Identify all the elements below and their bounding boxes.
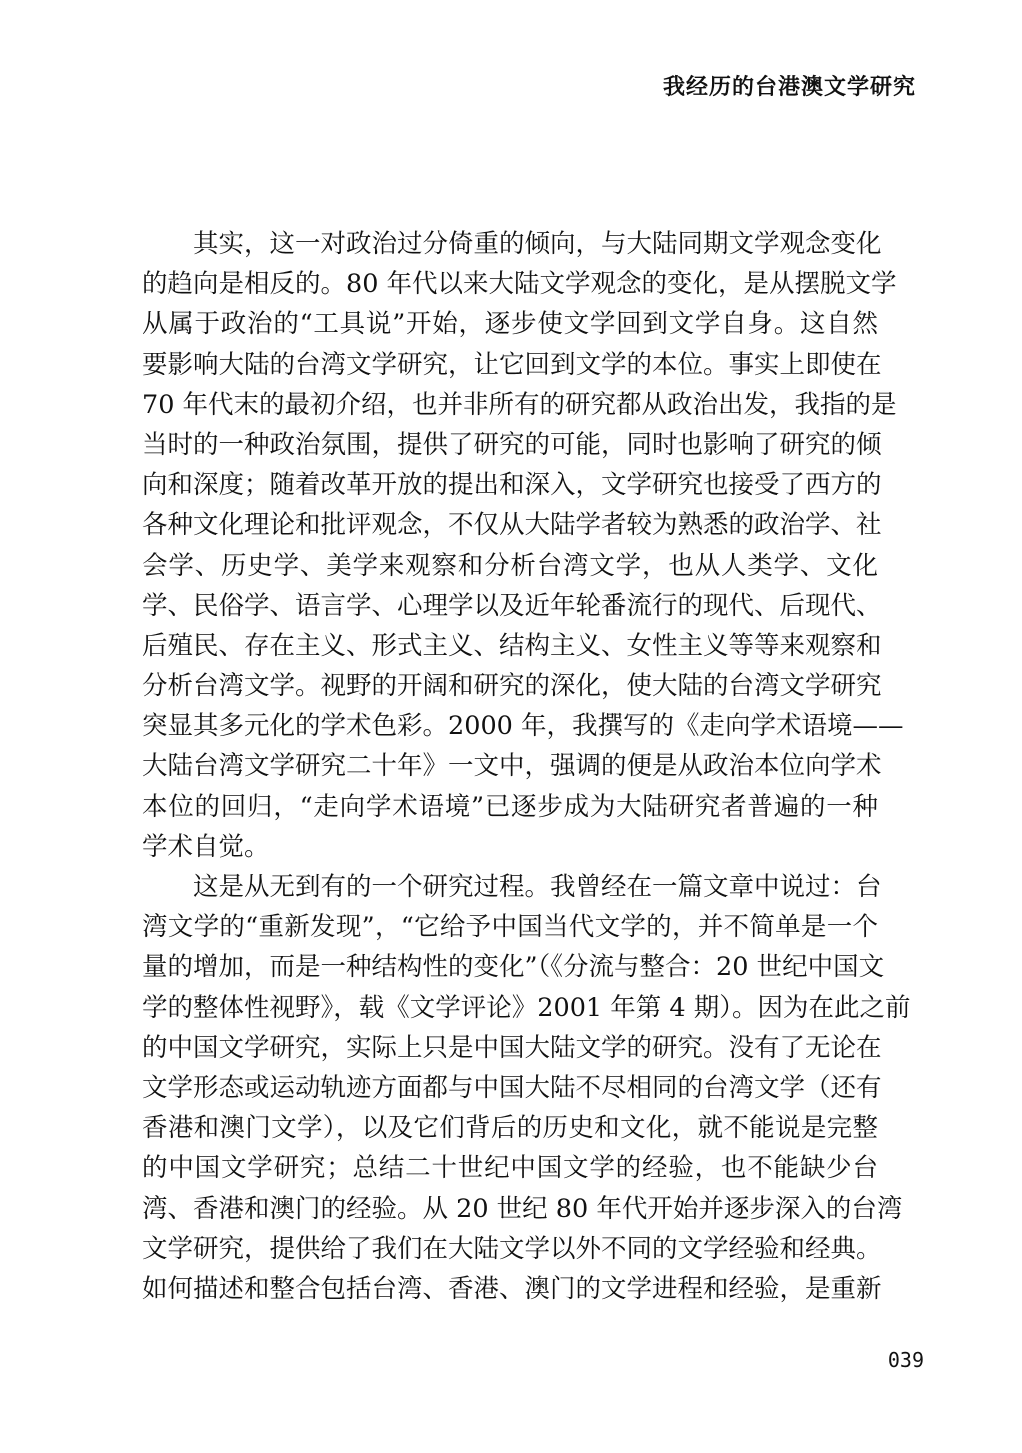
text-line: 学术自觉。 — [142, 831, 270, 862]
text-line: 向和深度；随着改革开放的提出和深入，文学研究也接受了西方的 — [142, 470, 882, 501]
text-line: 文学形态或运动轨迹方面都与中国大陆不尽相同的台湾文学（还有 — [142, 1072, 882, 1103]
text-line: 70 年代末的最初介绍，也并非所有的研究都从政治出发，我指的是 — [142, 389, 897, 420]
text-line: 后殖民、存在主义、形式主义、结构主义、女性主义等等来观察和 — [142, 630, 882, 661]
text-line: 文学研究，提供给了我们在大陆文学以外不同的文学经验和经典。 — [142, 1233, 882, 1264]
running-head-title: 我经历的台港澳文学研究 — [662, 74, 916, 100]
text-line: 的中国文学研究；总结二十世纪中国文学的经验，也不能缺少台 — [142, 1153, 878, 1184]
text-line: 的中国文学研究，实际上只是中国大陆文学的研究。没有了无论在 — [142, 1032, 882, 1063]
text-line: 如何描述和整合包括台湾、香港、澳门的文学进程和经验，是重新 — [142, 1273, 882, 1304]
text-line: 香港和澳门文学），以及它们背后的历史和文化，就不能说是完整 — [142, 1113, 878, 1144]
paragraph-1 — [142, 224, 904, 867]
page-number: 039 — [887, 1348, 924, 1372]
text-line: 各种文化理论和批评观念，不仅从大陆学者较为熟悉的政治学、社 — [142, 510, 882, 541]
text-line: 当时的一种政治氛围，提供了研究的可能，同时也影响了研究的倾 — [142, 429, 882, 460]
body-text — [142, 224, 911, 1309]
text-line: 本位的回归，“走向学术语境”已逐步成为大陆研究者普遍的一种 — [142, 791, 878, 822]
text-line: 湾、香港和澳门的经验。从 20 世纪 80 年代开始并逐步深入的台湾 — [142, 1193, 903, 1224]
paragraph-2 — [142, 867, 911, 1309]
text-line: 湾文学的“重新发现”，“它给予中国当代文学的，并不简单是一个 — [142, 912, 878, 943]
text-line: 的趋向是相反的。80 年代以来大陆文学观念的变化，是从摆脱文学 — [142, 269, 897, 300]
text-line: 这是从无到有的一个研究过程。我曾经在一篇文章中说过：台 — [142, 872, 882, 902]
text-line: 要影响大陆的台湾文学研究，让它回到文学的本位。事实上即使在 — [142, 349, 882, 380]
text-line: 量的增加，而是一种结构性的变化”（《分流与整合：20 世纪中国文 — [142, 952, 885, 983]
text-line: 学的整体性视野》，载《文学评论》2001 年第 4 期）。因为在此之前 — [142, 992, 911, 1023]
text-line: 其实，这一对政治过分倚重的倾向，与大陆同期文学观念变化 — [142, 229, 882, 259]
text-line: 分析台湾文学。视野的开阔和研究的深化，使大陆的台湾文学研究 — [142, 671, 882, 702]
text-line: 学、民俗学、语言学、心理学以及近年轮番流行的现代、后现代、 — [142, 590, 882, 621]
text-line: 会学、历史学、美学来观察和分析台湾文学，也从人类学、文化 — [142, 550, 878, 581]
text-line: 突显其多元化的学术色彩。2000 年，我撰写的《走向学术语境—— — [142, 711, 904, 742]
text-line: 大陆台湾文学研究二十年》一文中，强调的便是从政治本位向学术 — [142, 751, 882, 782]
text-line: 从属于政治的“工具说”开始，逐步使文学回到文学自身。这自然 — [142, 309, 878, 340]
